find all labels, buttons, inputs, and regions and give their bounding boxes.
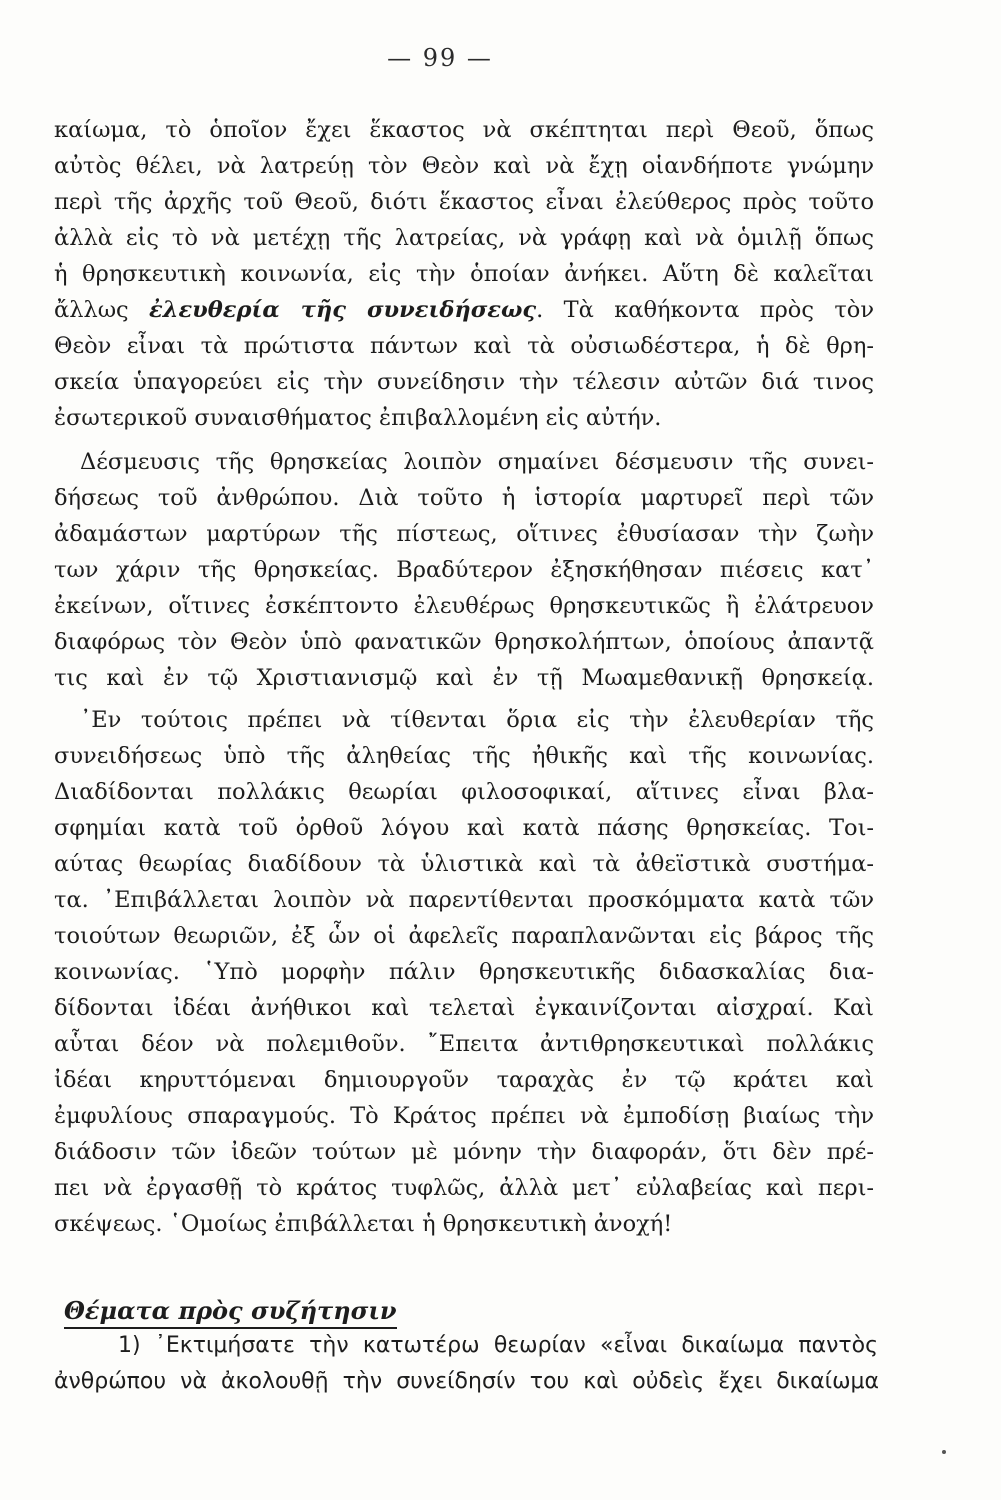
text-line: αὗται δέον νὰ πολεμιθοῦν. ῎Επειτα ἀντιθρησκευτικαὶ πολλάκις xyxy=(54,1031,874,1057)
text-line: ἐσωτερικοῦ συναισθήματος ἐπιβαλλομένη εἰς αὐτήν. xyxy=(54,405,662,431)
emphasized-term: ἐλευθερία τῆς συνειδήσεως xyxy=(149,297,537,323)
text-line: σκεία ὑπαγορεύει εἰς τὴν συνείδησιν τὴν τέλεσιν αὐτῶν διά τινος xyxy=(54,369,874,395)
text-line: αύτας θεωρίας διαδίδουν τὰ ὑλιστικὰ καὶ τὰ ἀθεϊστικὰ συστήμα- xyxy=(54,851,874,877)
paper-speck xyxy=(942,1450,946,1454)
text-line: ἰδέαι κηρυττόμεναι δημιουργοῦν ταραχὰς ἐν τῷ κράτει καὶ xyxy=(54,1067,874,1093)
section-heading: Θέματα πρὸς συζήτησιν xyxy=(64,1296,397,1329)
text-line: δήσεως τοῦ ἀνθρώπου. Διὰ τοῦτο ἡ ἱστορία μαρτυρεῖ περὶ τῶν xyxy=(54,485,874,511)
text-line: περὶ τῆς ἀρχῆς τοῦ Θεοῦ, διότι ἕκαστος εἶναι ἐλεύθερος πρὸς τοῦτο xyxy=(54,189,874,215)
text-line: ἐμφυλίους σπαραγμούς. Τὸ Κράτος πρέπει νὰ ἐμποδίσῃ βιαίως τὴν xyxy=(54,1103,874,1129)
text-segment: ἄλλως xyxy=(54,297,150,323)
text-line: συνειδήσεως ὑπὸ τῆς ἀληθείας τῆς ἠθικῆς καὶ τῆς κοινωνίας. xyxy=(54,743,874,769)
text-line: ᾿Εν τούτοις πρέπει νὰ τίθενται ὅρια εἰς τὴν ἐλευθερίαν τῆς xyxy=(80,707,874,733)
text-line: των χάριν τῆς θρησκείας. Βραδύτερον ἐξησκήθησαν πιέσεις κατ᾿ xyxy=(54,557,874,583)
text-line: ἀδαμάστων μαρτύρων τῆς πίστεως, οἵτινες ἐθυσίασαν τὴν ζωὴν xyxy=(54,521,874,547)
text-line: κοινωνίας. ῾Υπὸ μορφὴν πάλιν θρησκευτικῆς διδασκαλίας δια- xyxy=(54,959,874,985)
question-line: 1) ᾿Εκτιμήσατε τὴν κατωτέρω θεωρίαν «εἶναι δικαίωμα παντὸς xyxy=(118,1333,878,1358)
text-line: αὐτὸς θέλει, νὰ λατρεύῃ τὸν Θεὸν καὶ νὰ ἔχῃ οἱανδήποτε γνώμην xyxy=(54,153,874,179)
text-line: σκέψεως. ῾Ομοίως ἐπιβάλλεται ἡ θρησκευτικὴ ἀνοχή! xyxy=(54,1211,673,1237)
text-line: ἐκείνων, οἵτινες ἐσκέπτοντο ἐλευθέρως θρησκευτικῶς ἢ ἐλάτρευον xyxy=(54,593,874,619)
text-line: Δέσμευσις τῆς θρησκείας λοιπὸν σημαίνει δέσμευσιν τῆς συνει- xyxy=(80,449,874,475)
text-line: διαφόρως τὸν Θεὸν ὑπὸ φανατικῶν θρησκολήπτων, ὁποίους ἀπαντᾷ xyxy=(54,629,874,655)
page-number: — 99 — xyxy=(387,44,493,72)
text-line: τα. ᾿Επιβάλλεται λοιπὸν νὰ παρεντίθενται προσκόμματα κατὰ τῶν xyxy=(54,887,874,913)
text-line: σφημίαι κατὰ τοῦ ὀρθοῦ λόγου καὶ κατὰ πάσης θρησκείας. Τοι- xyxy=(54,815,874,841)
text-line: καίωμα, τὸ ὁποῖον ἔχει ἕκαστος νὰ σκέπτηται περὶ Θεοῦ, ὅπως xyxy=(54,117,874,143)
text-line: πει νὰ ἐργασθῇ τὸ κράτος τυφλῶς, ἀλλὰ μετ᾿ εὐλαβείας καὶ περι- xyxy=(54,1175,874,1201)
question-line: ἀνθρώπου νὰ ἀκολουθῇ τὴν συνείδησίν του καὶ οὐδεὶς ἔχει δικαίωμα xyxy=(54,1369,879,1394)
text-line: ἡ θρησκευτικὴ κοινωνία, εἰς τὴν ὁποίαν ἀνήκει. Αὕτη δὲ καλεῖται xyxy=(54,261,874,287)
text-line: Διαδίδονται πολλάκις θεωρίαι φιλοσοφικαί, αἵτινες εἶναι βλα- xyxy=(54,779,874,805)
text-line: τις καὶ ἐν τῷ Χριστιανισμῷ καὶ ἐν τῇ Μωαμεθανικῇ θρησκείᾳ. xyxy=(54,665,874,691)
text-line: τοιούτων θεωριῶν, ἐξ ὧν οἱ ἀφελεῖς παραπλανῶνται εἰς βάρος τῆς xyxy=(54,923,874,949)
text-segment: . Τὰ καθήκοντα πρὸς τὸν xyxy=(536,297,874,323)
text-line: ἀλλὰ εἰς τὸ νὰ μετέχῃ τῆς λατρείας, νὰ γράφῃ καὶ νὰ ὁμιλῇ ὅπως xyxy=(54,225,874,251)
text-line: δίδονται ἰδέαι ἀνήθικοι καὶ τελεταὶ ἐγκαινίζονται αἰσχραί. Καὶ xyxy=(54,995,874,1021)
text-line: διάδοσιν τῶν ἰδεῶν τούτων μὲ μόνην τὴν διαφοράν, ὅτι δὲν πρέ- xyxy=(54,1139,874,1165)
text-line: Θεὸν εἶναι τὰ πρώτιστα πάντων καὶ τὰ οὐσιωδέστερα, ἡ δὲ θρη- xyxy=(54,333,874,359)
text-line-with-emphasis xyxy=(54,292,874,328)
